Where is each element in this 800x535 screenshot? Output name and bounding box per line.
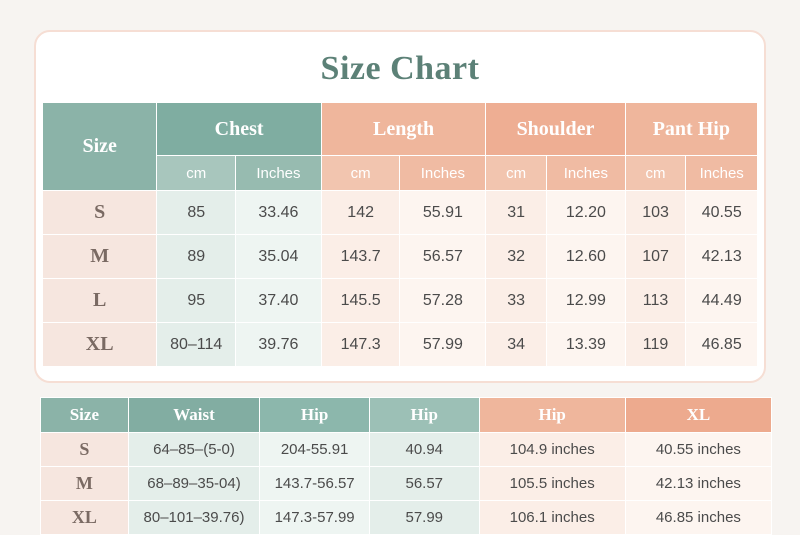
cell-chest-inches: 39.76 <box>236 323 322 367</box>
cell-pant-hip-cm: 119 <box>625 323 686 367</box>
row-size-label: L <box>43 279 157 323</box>
cell2-hip-2: 40.94 <box>369 433 479 467</box>
subheader-chest-inches: Inches <box>236 156 322 191</box>
cell-length-inches: 57.99 <box>400 323 486 367</box>
cell-chest-cm: 80–114 <box>157 323 236 367</box>
header-pant-hip: Pant Hip <box>625 103 757 156</box>
secondary-size-table <box>40 397 772 535</box>
cell-length-cm: 142 <box>321 191 400 235</box>
table-row <box>41 501 772 535</box>
cell2-hip-1: 147.3-57.99 <box>260 501 370 535</box>
cell-chest-inches: 37.40 <box>236 279 322 323</box>
subheader-length-cm: cm <box>321 156 400 191</box>
header-size: Size <box>43 103 157 191</box>
subheader-length-inches: Inches <box>400 156 486 191</box>
secondary-header-row <box>41 398 772 433</box>
cell-shoulder-inches: 12.20 <box>547 191 626 235</box>
header-length: Length <box>321 103 485 156</box>
cell-pant-hip-cm: 113 <box>625 279 686 323</box>
cell-length-inches: 57.28 <box>400 279 486 323</box>
cell-chest-inches: 33.46 <box>236 191 322 235</box>
table-row <box>43 191 758 235</box>
cell-pant-hip-cm: 107 <box>625 235 686 279</box>
header-shoulder: Shoulder <box>486 103 625 156</box>
cell-pant-hip-inches: 46.85 <box>686 323 758 367</box>
subheader-pant-hip-cm: cm <box>625 156 686 191</box>
cell-chest-cm: 95 <box>157 279 236 323</box>
cell2-xl: 40.55 inches <box>625 433 771 467</box>
main-size-chart-card <box>34 30 766 383</box>
cell2-hip-2: 56.57 <box>369 467 479 501</box>
cell-chest-inches: 35.04 <box>236 235 322 279</box>
row-size-label: S <box>43 191 157 235</box>
table-row <box>41 467 772 501</box>
cell2-waist: 64–85–(5-0) <box>128 433 260 467</box>
subheader-shoulder-inches: Inches <box>547 156 626 191</box>
cell-pant-hip-cm: 103 <box>625 191 686 235</box>
cell-shoulder-inches: 12.99 <box>547 279 626 323</box>
cell2-xl: 42.13 inches <box>625 467 771 501</box>
cell2-waist: 80–101–39.76) <box>128 501 260 535</box>
cell-length-cm: 145.5 <box>321 279 400 323</box>
cell-shoulder-cm: 31 <box>486 191 547 235</box>
cell-shoulder-inches: 12.60 <box>547 235 626 279</box>
cell-length-cm: 143.7 <box>321 235 400 279</box>
cell-pant-hip-inches: 40.55 <box>686 191 758 235</box>
header2-hip-1: Hip <box>260 398 370 433</box>
cell-chest-cm: 85 <box>157 191 236 235</box>
row-size-label: M <box>43 235 157 279</box>
cell2-waist: 68–89–35-04) <box>128 467 260 501</box>
cell-shoulder-cm: 33 <box>486 279 547 323</box>
row2-size-label: XL <box>41 501 129 535</box>
cell-shoulder-cm: 34 <box>486 323 547 367</box>
cell-shoulder-cm: 32 <box>486 235 547 279</box>
cell2-hip-1: 204-55.91 <box>260 433 370 467</box>
header-chest: Chest <box>157 103 321 156</box>
table-group-header-row <box>43 103 758 156</box>
cell2-hip-3: 104.9 inches <box>479 433 625 467</box>
secondary-size-chart-card <box>34 397 766 535</box>
header2-xl: XL <box>625 398 771 433</box>
cell2-hip-1: 143.7-56.57 <box>260 467 370 501</box>
subheader-chest-cm: cm <box>157 156 236 191</box>
table-row <box>43 279 758 323</box>
cell2-xl: 46.85 inches <box>625 501 771 535</box>
cell2-hip-2: 57.99 <box>369 501 479 535</box>
table-row <box>43 235 758 279</box>
cell2-hip-3: 106.1 inches <box>479 501 625 535</box>
row-size-label: XL <box>43 323 157 367</box>
cell-pant-hip-inches: 42.13 <box>686 235 758 279</box>
row2-size-label: S <box>41 433 129 467</box>
table-row <box>41 433 772 467</box>
table-row <box>43 323 758 367</box>
cell-shoulder-inches: 13.39 <box>547 323 626 367</box>
header2-size: Size <box>41 398 129 433</box>
subheader-shoulder-cm: cm <box>486 156 547 191</box>
cell-pant-hip-inches: 44.49 <box>686 279 758 323</box>
cell-chest-cm: 89 <box>157 235 236 279</box>
cell-length-inches: 55.91 <box>400 191 486 235</box>
page-title: Size Chart <box>320 50 480 87</box>
row2-size-label: M <box>41 467 129 501</box>
cell-length-inches: 56.57 <box>400 235 486 279</box>
subheader-pant-hip-inches: Inches <box>686 156 758 191</box>
main-size-table <box>42 102 758 367</box>
header2-waist: Waist <box>128 398 260 433</box>
header2-hip-3: Hip <box>479 398 625 433</box>
cell2-hip-3: 105.5 inches <box>479 467 625 501</box>
cell-length-cm: 147.3 <box>321 323 400 367</box>
header2-hip-2: Hip <box>369 398 479 433</box>
